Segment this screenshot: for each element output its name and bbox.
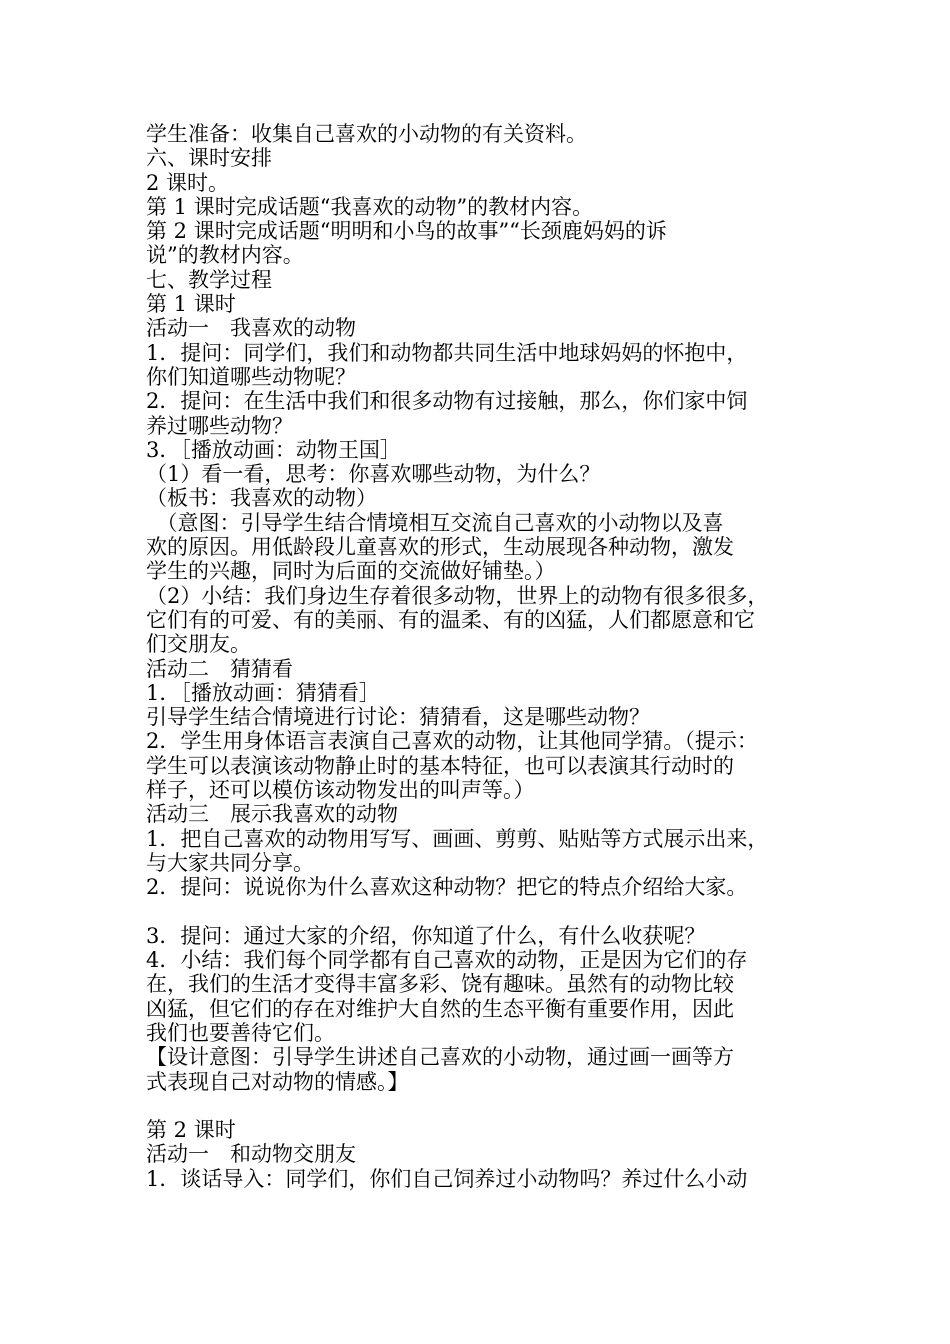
activity-heading: 活动二 猜猜看 [146, 656, 293, 681]
text-line: 3．提问：通过大家的介绍，你知道了什么，有什么收获呢？ [146, 923, 706, 948]
blank-line [146, 1094, 816, 1118]
text-line: 们交朋友。 [146, 632, 251, 657]
text-line: 凶猛，但它们的存在对维护大自然的生态平衡有重要作用，因此 [146, 996, 734, 1021]
text-line: 我们也要善待它们。 [146, 1020, 335, 1045]
text-line: 样子，还可以模仿该动物发出的叫声等。） [146, 778, 535, 803]
text-line: 你们知道哪些动物呢？ [146, 364, 356, 389]
text-line: 4．小结：我们每个同学都有自己喜欢的动物，正是因为它们的存 [146, 948, 748, 973]
blank-line [146, 900, 816, 924]
text-line: （1）看一看，思考：你喜欢哪些动物，为什么？ [146, 462, 601, 487]
document-body [146, 122, 816, 1191]
activity-heading: 活动三 展示我喜欢的动物 [146, 802, 398, 827]
text-line: 引导学生结合情境进行讨论：猜猜看，这是哪些动物？ [146, 705, 650, 730]
lesson-heading: 第 1 课时 [146, 292, 236, 317]
text-line: 2 课时。 [146, 170, 230, 195]
design-intent-note: 【设计意图：引导学生讲述自己喜欢的小动物，通过画一画等方 [146, 1045, 734, 1070]
text-line: 2．提问：说说你为什么喜欢这种动物？把它的特点介绍给大家。 [146, 875, 748, 900]
text-line: 与大家共同分享。 [146, 850, 314, 875]
text-line: 2．提问：在生活中我们和很多动物有过接触，那么，你们家中饲 [146, 389, 748, 414]
text-line: 3．［播放动画：动物王国］ [146, 437, 401, 462]
activity-heading: 活动一 和动物交朋友 [146, 1142, 356, 1167]
text-line: （2）小结：我们身边生存着很多动物，世界上的动物有很多很多， [146, 583, 769, 608]
section-heading: 六、课时安排 [146, 146, 272, 171]
activity-heading: 活动一 我喜欢的动物 [146, 316, 356, 341]
text-line: 学生可以表演该动物静止时的基本特征，也可以表演其行动时的 [146, 753, 734, 778]
text-line: 它们有的可爱、有的美丽、有的温柔、有的凶猛，人们都愿意和它 [146, 607, 755, 632]
section-heading: 七、教学过程 [146, 267, 272, 292]
text-line: 2．学生用身体语言表演自己喜欢的动物，让其他同学猜。（提示： [146, 729, 758, 754]
text-line: 第 2 课时完成话题“明明和小鸟的故事”“长颈鹿妈妈的诉 [146, 219, 667, 244]
text-line: 1．谈话导入：同学们，你们自己饲养过小动物吗？养过什么小动 [146, 1166, 748, 1191]
text-line: 1．把自己喜欢的动物用写写、画画、剪剪、贴贴等方式展示出来， [146, 826, 769, 851]
design-intent-note: 式表现自己对动物的情感。】 [146, 1069, 409, 1094]
text-line: 学生准备：收集自己喜欢的小动物的有关资料。 [146, 122, 587, 146]
text-line: 1．提问：同学们，我们和动物都共同生活中地球妈妈的怀抱中， [146, 340, 748, 365]
lesson-heading: 第 2 课时 [146, 1118, 236, 1143]
text-line: （板书：我喜欢的动物） [146, 486, 377, 511]
text-line: （意图：引导学生结合情境相互交流自己喜欢的小动物以及喜 [146, 510, 724, 535]
text-line: 第 1 课时完成话题“我喜欢的动物”的教材内容。 [146, 194, 594, 219]
text-line: 1．［播放动画：猜猜看］ [146, 680, 380, 705]
text-line: 在，我们的生活才变得丰富多彩、饶有趣味。虽然有的动物比较 [146, 972, 734, 997]
text-line: 欢的原因。用低龄段儿童喜欢的形式，生动展现各种动物，激发 [146, 535, 734, 560]
text-line: 说”的教材内容。 [146, 243, 304, 268]
text-line: 养过哪些动物？ [146, 413, 293, 438]
text-line: 学生的兴趣，同时为后面的交流做好铺垫。） [146, 559, 556, 584]
